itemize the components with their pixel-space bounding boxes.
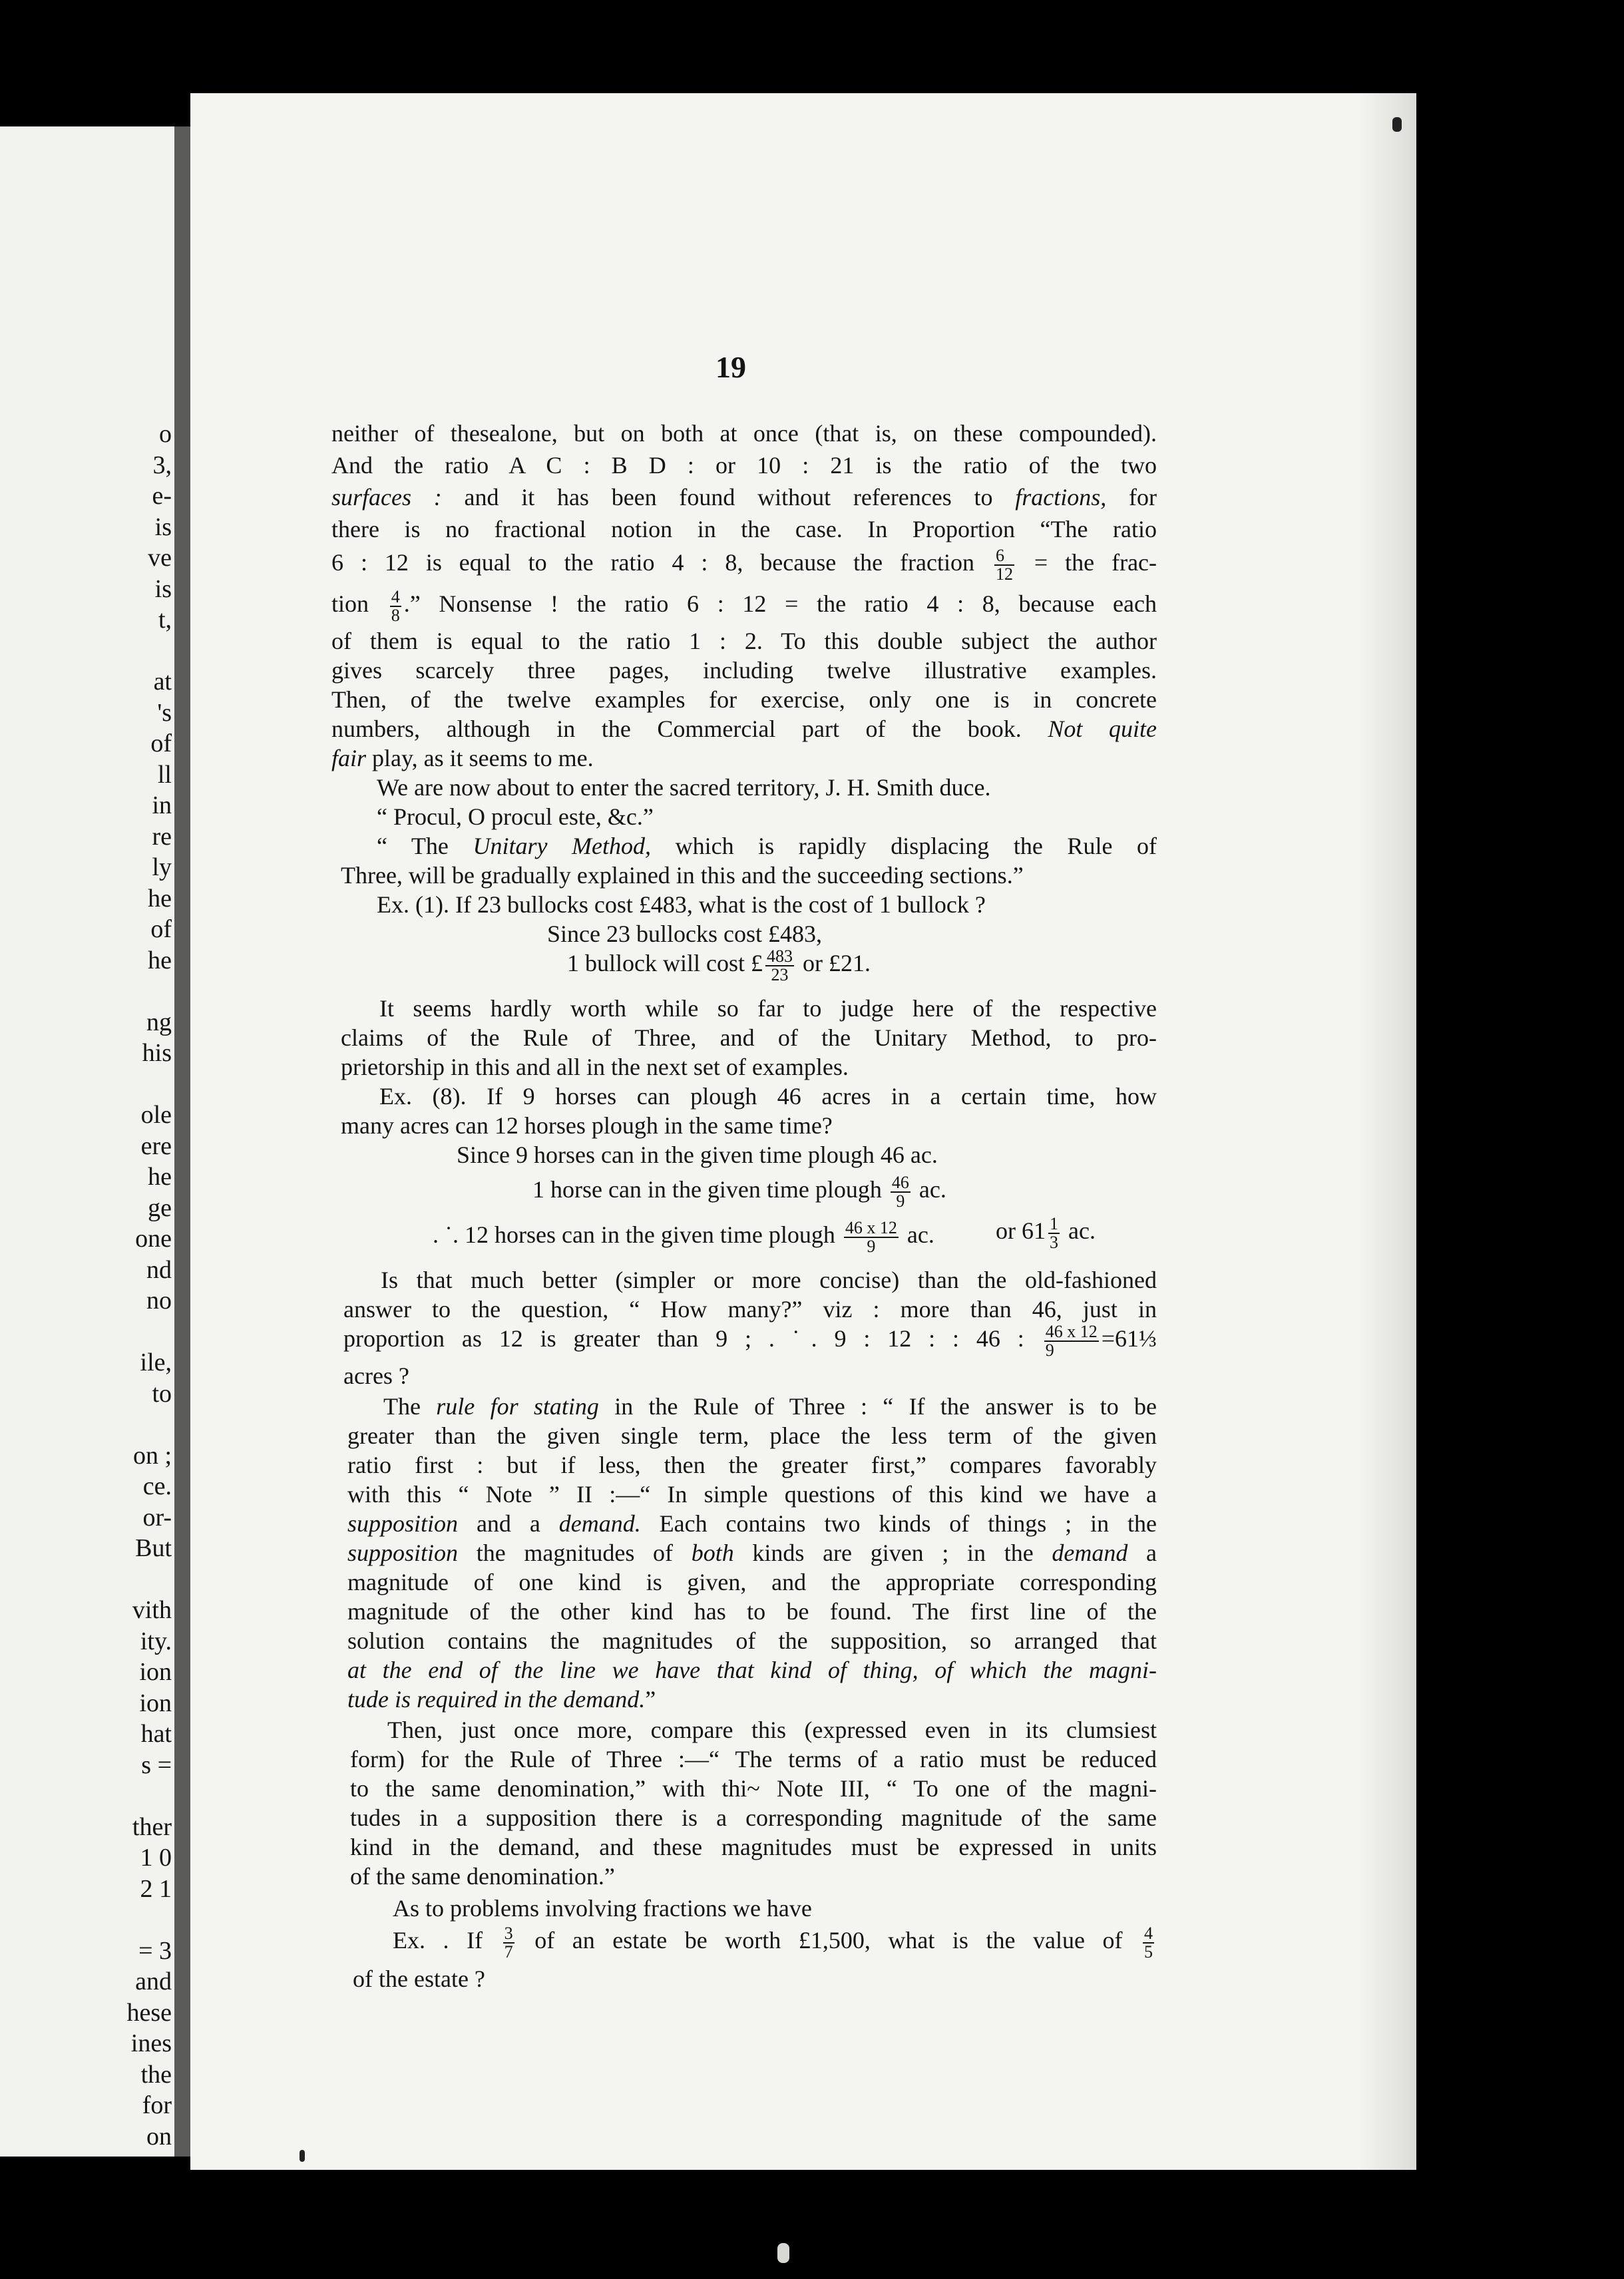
left-page-text-fragment: = 3	[138, 1936, 172, 1965]
left-page-text-fragment: he	[148, 1163, 172, 1191]
left-page-text-fragment: on ;	[132, 1441, 172, 1470]
text-line: gives scarcely three pages, including twelve illustrative examples.	[331, 657, 1157, 684]
left-page-text-fragment: his	[142, 1039, 172, 1067]
left-page-text-fragment: o	[159, 420, 172, 448]
text-line: ratio first : but if less, then the greater first,” compares favorably	[347, 1452, 1157, 1478]
text-line: Ex. . If $\frac{3}{7}$ of an estate be worth £1,500, what is the value of $\frac{4}{5}$	[393, 1923, 1153, 1962]
italic-text: fractions,	[1015, 484, 1107, 511]
left-page-text-fragment: ly	[152, 853, 172, 881]
left-page-text-fragment: s =	[141, 1751, 172, 1779]
text-line: of the same denomination.”	[350, 1863, 615, 1890]
left-page-text-fragment: 1 0	[140, 1844, 172, 1872]
italic-text: Not quite	[1048, 716, 1157, 742]
text-line: The rule for stating in the Rule of Three : “ If the answer is to be	[383, 1393, 1157, 1420]
italic-text: at the end of the line we have that kind of thing, of which the magni-	[347, 1657, 1157, 1683]
text-line: surfaces : and it has been found without references to fractions, for	[331, 484, 1157, 511]
text-line: claims of the Rule of Three, and of the Unitary Method, to pro-	[341, 1024, 1157, 1051]
left-page-text-fragment: in	[152, 791, 172, 819]
italic-text: tude is required in the demand.	[347, 1686, 646, 1713]
left-page-text-fragment: or-	[142, 1503, 172, 1532]
fraction: $\frac{1}{3}$	[1050, 1213, 1058, 1252]
fraction: $\frac{4}{5}$	[1144, 1923, 1153, 1962]
text-line: there is no fractional notion in the case. In Proportion “The ratio	[331, 516, 1157, 542]
italic-text: surfaces :	[331, 484, 442, 511]
left-page-text-fragment: 2 1	[140, 1874, 172, 1903]
text-line: proportion as 12 is greater than 9 ; . ˙. 9 : 12 : : 46 : $\frac{46 x 12}{9}$ =61⅓	[343, 1321, 1157, 1360]
left-page-text-fragment: to	[152, 1379, 172, 1408]
text-line: “ The Unitary Method, which is rapidly displacing the Rule of	[377, 833, 1157, 859]
text-line: many acres can 12 horses plough in the same time?	[341, 1112, 833, 1139]
text-line: fair play, as it seems to me.	[331, 745, 594, 771]
scan-speck	[777, 2243, 789, 2263]
left-page-text-fragment: ile,	[140, 1348, 172, 1376]
text-line: magnitude of one kind is given, and the appropriate corresponding	[347, 1569, 1157, 1595]
fraction: $\frac{46 x 12}{9}$	[1045, 1321, 1098, 1360]
left-page-text-fragment: ther	[132, 1812, 172, 1841]
left-page-text-fragment: t,	[158, 606, 172, 634]
left-page-text-fragment: he	[148, 946, 172, 974]
left-page-text-fragment: ve	[148, 544, 172, 572]
text-line: solution contains the magnitudes of the supposition, so arranged that	[347, 1627, 1157, 1654]
text-line: prietorship in this and all in the next set of examples.	[341, 1054, 849, 1080]
left-page-text-fragment: no	[146, 1287, 172, 1315]
left-page-text-fragment: 3,	[152, 451, 172, 479]
left-page-text-fragment: the	[140, 2060, 172, 2089]
italic-text: rule for stating	[436, 1393, 599, 1420]
left-page-text-fragment: e-	[152, 482, 172, 510]
text-line: . ˙. 12 horses can in the given time plough $\frac{46 x 12}{9}$ ac.	[433, 1217, 934, 1256]
text-line: Three, will be gradually explained in this and the succeeding sections.”	[341, 862, 1024, 889]
text-line: supposition and a demand. Each contains two kinds of things ; in the	[347, 1510, 1157, 1537]
fraction: $\frac{46}{9}$	[891, 1172, 909, 1211]
text-line: to the same denomination,” with thi~ Note III, “ To one of the magni-	[350, 1775, 1157, 1802]
left-page-text-fragment: he	[148, 884, 172, 913]
italic-text: supposition	[347, 1540, 459, 1566]
text-line: of them is equal to the ratio 1 : 2. To this double subject the author	[331, 628, 1157, 654]
left-page-text-fragment: ole	[140, 1101, 172, 1129]
left-page-text-fragment: ity.	[140, 1627, 172, 1655]
italic-text: fair	[331, 745, 367, 771]
left-page-text-fragment: ines	[130, 2029, 172, 2057]
fraction: $\frac{483}{23}$	[766, 946, 793, 984]
left-page-text-fragment: ce.	[142, 1472, 172, 1500]
text-line: neither of thesealone, but on both at once (that is, on these compounded).	[331, 420, 1157, 447]
fraction: $\frac{46 x 12}{9}$	[845, 1217, 897, 1256]
text-line: Ex. (8). If 9 horses can plough 46 acres in a certain time, how	[379, 1083, 1157, 1110]
text-line: Then, just once more, compare this (expressed even in its clumsiest	[387, 1717, 1157, 1743]
text-line: kind in the demand, and these magnitudes must be expressed in units	[350, 1834, 1157, 1860]
left-page-text-fragment: 's	[157, 698, 172, 727]
italic-text: both	[691, 1540, 734, 1566]
text-line: tude is required in the demand.”	[347, 1686, 656, 1713]
left-page-text-fragment: on	[146, 2122, 172, 2151]
left-page-text-fragment: ng	[146, 1008, 172, 1036]
italic-text: supposition	[347, 1510, 459, 1537]
book-spine	[174, 126, 190, 2157]
scan-speck	[300, 2150, 305, 2162]
text-line: 6 : 12 is equal to the ratio 4 : 8, because the fraction $\frac{6}{12}$ = the frac-	[331, 545, 1157, 584]
text-line: Is that much better (simpler or more concise) than the old-fashioned	[381, 1267, 1157, 1293]
left-page-text-fragment: ll	[157, 760, 172, 789]
page-edge-shadow	[1358, 93, 1416, 2170]
text-line: acres ?	[343, 1362, 409, 1389]
text-line: Ex. (1). If 23 bullocks cost £483, what is the cost of 1 bullock ?	[377, 891, 986, 918]
text-line: Since 9 horses can in the given time plough 46 ac.	[457, 1141, 938, 1168]
text-line: form) for the Rule of Three :—“ The terms of a ratio must be reduced	[350, 1746, 1157, 1772]
text-line: magnitude of the other kind has to be found. The first line of the	[347, 1598, 1157, 1625]
text-line: Then, of the twelve examples for exercise, only one is in concrete	[331, 686, 1157, 713]
fraction: $\frac{4}{8}$	[391, 586, 400, 625]
italic-text: demand	[1052, 1540, 1128, 1566]
text-line: or 61 $\frac{1}{3}$ ac.	[996, 1213, 1096, 1252]
italic-text: Unitary Method,	[473, 833, 652, 859]
left-page-text-fragment: re	[152, 822, 172, 851]
fraction: $\frac{6}{12}$	[995, 545, 1013, 584]
left-page-text-fragment: at	[153, 668, 172, 696]
text-line: greater than the given single term, place the less term of the given	[347, 1422, 1157, 1449]
text-line: And the ratio A C : B D : or 10 : 21 is the ratio of the two	[331, 452, 1157, 479]
left-page-text-fragment: ion	[139, 1689, 172, 1717]
text-line: with this “ Note ” II :—“ In simple questions of this kind we have a	[347, 1481, 1157, 1508]
text-line: It seems hardly worth while so far to judge here of the respective	[379, 995, 1157, 1022]
left-page-text-fragment: of	[150, 915, 172, 943]
left-page-fragment	[0, 126, 174, 2157]
text-line: Since 23 bullocks cost £483,	[547, 921, 822, 947]
text-line: supposition the magnitudes of both kinds are given ; in the demand a	[347, 1540, 1157, 1566]
left-page-text-fragment: But	[135, 1534, 172, 1562]
left-page-text-fragment: is	[154, 574, 172, 603]
left-page-text-fragment: hat	[140, 1720, 172, 1748]
left-page-text-fragment: is	[154, 513, 172, 541]
left-page-text-fragment: ion	[139, 1658, 172, 1686]
left-page-text-fragment: hese	[126, 1998, 172, 2027]
text-line: We are now about to enter the sacred territory, J. H. Smith duce.	[377, 774, 991, 801]
page-number: 19	[715, 350, 746, 384]
left-page-text-fragment: and	[135, 1968, 172, 1995]
text-line: 1 bullock will cost £ $\frac{483}{23}$ or £21.	[567, 946, 871, 984]
left-page-text-fragment: of	[150, 729, 172, 757]
text-line: “ Procul, O procul este, &c.”	[377, 803, 654, 830]
text-line: 1 horse can in the given time plough $\frac{46}{9}$ ac.	[532, 1172, 946, 1211]
text-line: As to problems involving fractions we have	[393, 1895, 812, 1922]
text-line: of the estate ?	[353, 1966, 485, 1992]
left-page-text-fragment: ge	[148, 1193, 172, 1222]
fraction: $\frac{3}{7}$	[504, 1923, 513, 1962]
left-page-text-fragment: one	[135, 1225, 172, 1253]
text-line: numbers, although in the Commercial part of the book. Not quite	[331, 716, 1157, 742]
scan-speck	[1392, 117, 1402, 132]
left-page-text-fragment: vith	[132, 1596, 172, 1624]
text-line: tion $\frac{4}{8}$ .” Nonsense ! the ratio 6 : 12 = the ratio 4 : 8, because each	[331, 586, 1157, 625]
text-line: answer to the question, “ How many?” viz : more than 46, just in	[343, 1296, 1157, 1323]
text-line	[347, 1655, 1157, 1685]
left-page-text-fragment: ere	[140, 1132, 172, 1160]
text-line: tudes in a supposition there is a corresponding magnitude of the same	[350, 1804, 1157, 1831]
italic-text: demand.	[558, 1510, 641, 1537]
left-page-text-fragment: for	[142, 2091, 172, 2119]
left-page-text-fragment: nd	[146, 1255, 172, 1284]
